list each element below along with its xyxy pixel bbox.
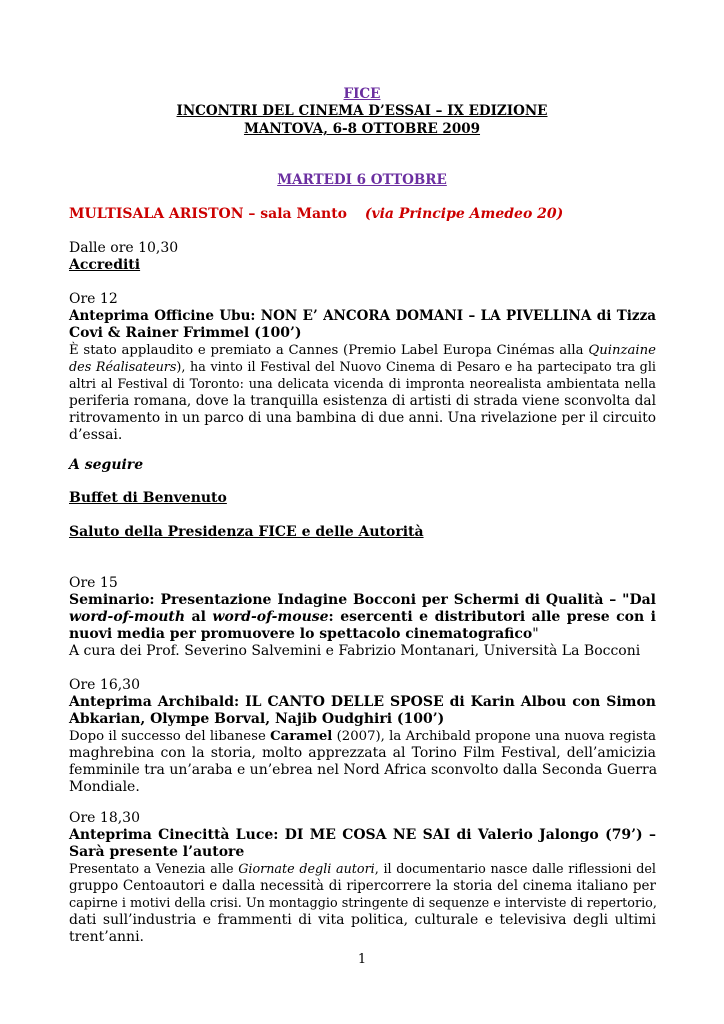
venue-name: MULTISALA ARISTON – sala Manto — [69, 206, 348, 222]
text-run-bold: Caramel — [270, 729, 333, 744]
seminar-credit: A cura dei Prof. Severino Salvemini e Fabrizio Montanari, Università La Bocconi — [69, 643, 641, 659]
text-run: , il documentario nasce dalle riflessioni del — [374, 862, 656, 877]
event-title-accrediti: Accrediti — [69, 257, 141, 273]
event-time: Ore 18,30 — [69, 810, 140, 826]
event-description-line — [69, 861, 656, 878]
event-title-line: Sarà presente l’autore — [69, 844, 245, 860]
event-time: Dalle ore 10,30 — [69, 240, 179, 256]
venue-address: (via Principe Amedeo 20) — [364, 206, 564, 222]
seminar-title-line — [69, 609, 656, 626]
org-heading: FICE — [343, 86, 381, 102]
page-number: 1 — [357, 952, 367, 967]
event-description-line: femminile tra un’araba e un’ebrea nel Nord Africa sconvolto dalla Seconda Guerra — [69, 762, 658, 778]
event-description-line: altri al Festival di Toronto: una delicata vicenda di impronta neorealista ambientata nella — [69, 377, 656, 392]
event-description-line: maghrebina con la storia, molto apprezzata al Torino Film Festival, dell’amicizia — [69, 745, 656, 761]
text-run-italic: word-of-mouse — [212, 609, 329, 625]
venue-line — [69, 206, 563, 223]
event-description-line: capirne i motivi della crisi. Un montaggio stringente di sequenze e interviste di repertorio, — [69, 896, 657, 911]
event-title-line: Anteprima Cinecittà Luce: DI ME COSA NE SAI di Valerio Jalongo (79’) – — [69, 827, 656, 843]
text-run: : esercenti e distributori alle prese con i — [328, 609, 656, 625]
event-description-line: trent’anni. — [69, 929, 145, 945]
event-title-line: Anteprima Officine Ubu: NON E’ ANCORA DOMANI – LA PIVELLINA di Tizza — [69, 308, 656, 324]
text-run-italic: Giornate degli autori — [238, 862, 375, 877]
text-run-italic: word-of-mouth — [69, 609, 186, 625]
event-title-line: Anteprima Archibald: IL CANTO DELLE SPOSE di Karin Albou con Simon — [69, 694, 656, 710]
text-run-italic: Quinzaine — [588, 343, 656, 358]
event-description-line — [69, 359, 656, 376]
greeting-label: Saluto della Presidenza FICE e delle Autorità — [69, 524, 424, 540]
seminar-title-line — [69, 626, 539, 643]
seminar-title-line: Seminario: Presentazione Indagine Bocconi per Schermi di Qualità – "Dal — [69, 592, 656, 608]
day-heading: MARTEDI 6 OTTOBRE — [277, 172, 447, 188]
event-title-line: Covi & Rainer Frimmel (100’) — [69, 325, 302, 341]
text-run: Presentato a Venezia alle — [69, 862, 239, 877]
event-description-line: d’essai. — [69, 427, 123, 443]
event-description-line: Mondiale. — [69, 779, 140, 795]
text-run: (2007), la Archibald propone una nuova regista — [332, 729, 656, 744]
buffet-label: Buffet di Benvenuto — [69, 490, 227, 506]
follow-label: A seguire — [69, 457, 144, 473]
text-run-italic: des Réalisateurs — [69, 360, 177, 375]
text-run: È stato applaudito e premiato a Cannes (Premio Label Europa Cinémas alla — [69, 343, 589, 358]
text-run-bold: nuovi media per promuovere lo spettacolo cinematografico — [69, 626, 533, 642]
event-description-line: dati sull’industria e frammenti di vita politica, culturale e televisiva degli ultimi — [69, 912, 656, 928]
event-description-line: gruppo Centoautori e dalla necessità di ripercorrere la storia del cinema italiano per — [69, 878, 656, 894]
event-title: INCONTRI DEL CINEMA D’ESSAI – IX EDIZIONE — [176, 103, 548, 119]
event-time: Ore 15 — [69, 575, 118, 591]
event-time: Ore 16,30 — [69, 677, 140, 693]
text-run: al — [185, 609, 213, 625]
event-description-line: periferia romana, dove la tranquilla esistenza di artisti di strada viene sconvolta dal — [69, 393, 656, 409]
event-description-line — [69, 728, 656, 745]
event-place-date: MANTOVA, 6-8 OTTOBRE 2009 — [243, 121, 481, 137]
event-description-line — [69, 342, 656, 359]
text-run: Dopo il successo del libanese — [69, 729, 271, 744]
event-description-line: ritrovamento in un parco di una bambina di due anni. Una rivelazione per il circuito — [69, 410, 656, 426]
event-title-line: Abkarian, Olympe Borval, Najib Oudghiri (100’) — [69, 711, 445, 727]
text-run: " — [532, 626, 539, 642]
text-run: ), ha vinto il Festival del Nuovo Cinema di Pesaro e ha partecipato tra gli — [176, 360, 656, 375]
event-time: Ore 12 — [69, 291, 118, 307]
